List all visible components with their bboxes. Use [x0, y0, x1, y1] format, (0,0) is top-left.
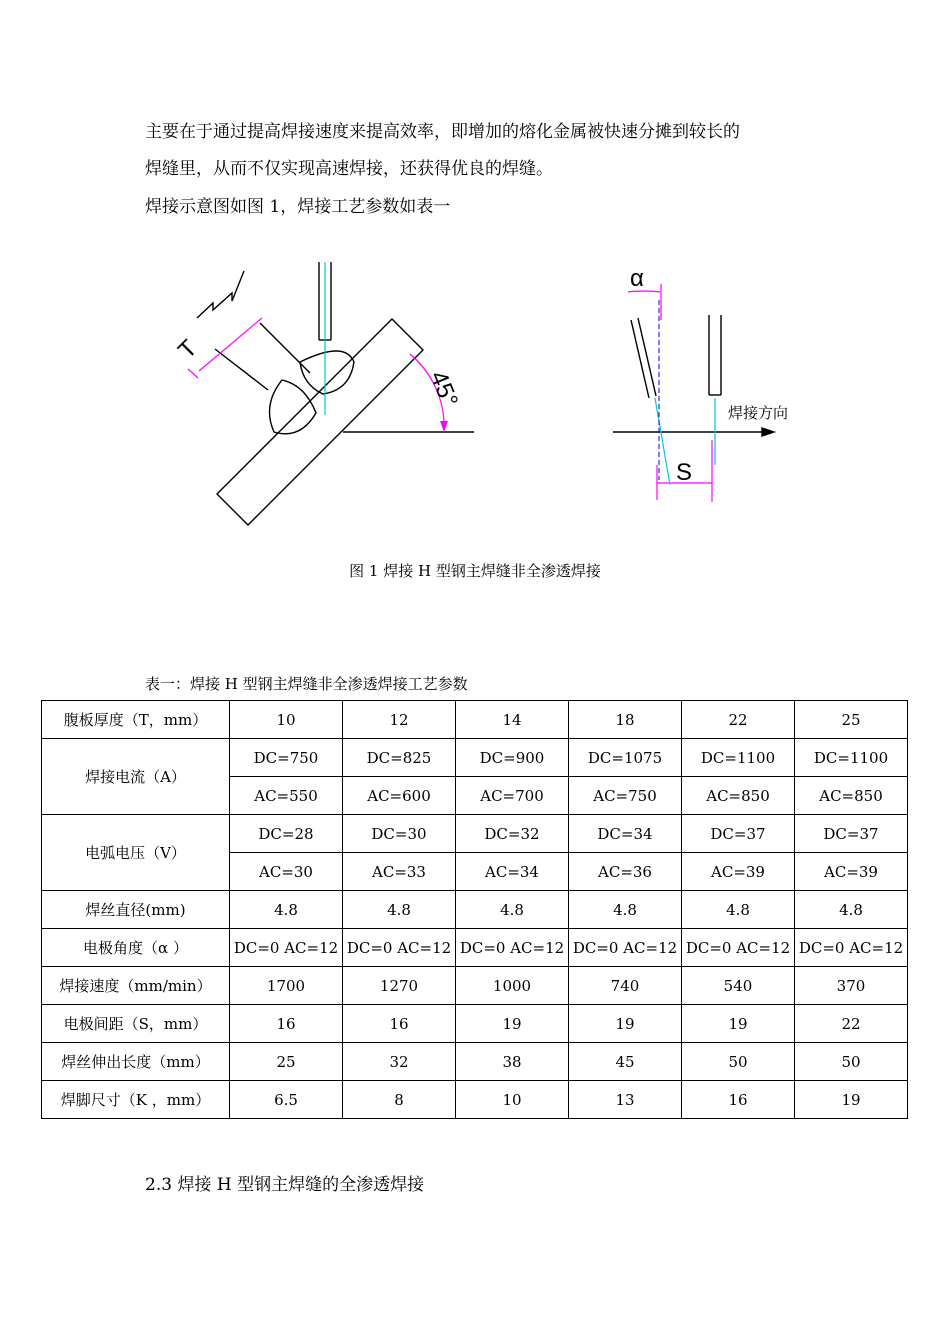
header-label-cell: 腹板厚度（T，mm）: [42, 701, 230, 739]
table-cell: DC=900: [456, 739, 569, 777]
intro-paragraph-line-2: 焊缝里，从而不仅实现高速焊接，还获得优良的焊缝。: [145, 159, 553, 179]
table-cell: DC=0 AC=12: [569, 929, 682, 967]
table-cell: 45: [569, 1043, 682, 1081]
table-cell: AC=550: [230, 777, 343, 815]
row-label-cell: 焊丝伸出长度（mm）: [42, 1043, 230, 1081]
upper-weld-bead: [300, 351, 354, 394]
table-cell: 38: [456, 1043, 569, 1081]
row-label-cell: 电极间距（S，mm）: [42, 1005, 230, 1043]
header-cell: 12: [343, 701, 456, 739]
row-label-cell: 电弧电压（V）: [42, 815, 230, 891]
figure-caption: 图 1 焊接 H 型钢主焊缝非全渗透焊接: [349, 562, 601, 580]
header-cell: 25: [795, 701, 908, 739]
break-symbol: [197, 271, 244, 318]
table-cell: AC=39: [682, 853, 795, 891]
front-electrode-edge-2: [638, 318, 656, 396]
table-cell: DC=0 AC=12: [682, 929, 795, 967]
header-cell: 22: [682, 701, 795, 739]
thickness-label: T: [173, 334, 203, 365]
table-row: [42, 929, 908, 967]
table-cell: AC=850: [682, 777, 795, 815]
table-cell: 16: [230, 1005, 343, 1043]
table-row: [42, 1005, 908, 1043]
table-cell: 4.8: [682, 891, 795, 929]
table-cell: 19: [456, 1005, 569, 1043]
row-label-cell: 焊接速度（mm/min）: [42, 967, 230, 1005]
table-cell: 25: [230, 1043, 343, 1081]
table-cell: AC=34: [456, 853, 569, 891]
table-cell: AC=700: [456, 777, 569, 815]
table-cell: DC=34: [569, 815, 682, 853]
welding-parameters-table: [41, 700, 908, 1119]
table-cell: DC=37: [682, 815, 795, 853]
table-cell: AC=30: [230, 853, 343, 891]
table-cell: 4.8: [230, 891, 343, 929]
table-cell: 4.8: [795, 891, 908, 929]
section-heading: 2.3 焊接 H 型钢主焊缝的全渗透焊接: [145, 1175, 425, 1195]
table-cell: 1000: [456, 967, 569, 1005]
table-cell: 50: [682, 1043, 795, 1081]
row-label-cell: 焊脚尺寸（K ，mm）: [42, 1081, 230, 1119]
row-label-cell: 焊丝直径(mm): [42, 891, 230, 929]
inclined-flange-plate: [217, 319, 423, 525]
welding-direction-label: 焊接方向: [728, 404, 789, 422]
table-cell: 16: [682, 1081, 795, 1119]
table-cell: 540: [682, 967, 795, 1005]
row-label-cell: 焊接电流（A）: [42, 739, 230, 815]
table-row: [42, 815, 908, 853]
table-cell: DC=30: [343, 815, 456, 853]
table-cell: 50: [795, 1043, 908, 1081]
table-row: [42, 891, 908, 929]
table-cell: DC=750: [230, 739, 343, 777]
table-cell: DC=0 AC=12: [230, 929, 343, 967]
table-cell: AC=36: [569, 853, 682, 891]
spacing-label: S: [676, 459, 693, 486]
table-cell: 4.8: [343, 891, 456, 929]
table-cell: AC=600: [343, 777, 456, 815]
table-cell: DC=1100: [682, 739, 795, 777]
table-cell: DC=37: [795, 815, 908, 853]
table-cell: DC=825: [343, 739, 456, 777]
table-cell: 10: [456, 1081, 569, 1119]
table-cell: 19: [569, 1005, 682, 1043]
table-cell: 4.8: [569, 891, 682, 929]
table-cell: DC=28: [230, 815, 343, 853]
angle-arrow: [440, 421, 448, 432]
figure-table-reference: 焊接示意图如图 1，焊接工艺参数如表一: [145, 197, 451, 217]
table-cell: 6.5: [230, 1081, 343, 1119]
web-plate-edge-lower: [215, 349, 268, 390]
table-cell: 22: [795, 1005, 908, 1043]
thickness-extension-line-1: [188, 369, 198, 378]
table-row: [42, 1081, 908, 1119]
table-cell: DC=0 AC=12: [795, 929, 908, 967]
table-cell: 370: [795, 967, 908, 1005]
table-cell: 13: [569, 1081, 682, 1119]
table-cell: DC=0 AC=12: [456, 929, 569, 967]
table-cell: AC=750: [569, 777, 682, 815]
table-cell: DC=1075: [569, 739, 682, 777]
lower-weld-bead: [270, 380, 317, 434]
table-cell: 19: [795, 1081, 908, 1119]
intro-paragraph-line-1: 主要在于通过提高焊接速度来提高效率，即增加的熔化金属被快速分摊到较长的: [145, 122, 740, 142]
table-cell: 16: [343, 1005, 456, 1043]
header-cell: 18: [569, 701, 682, 739]
table-cell: DC=32: [456, 815, 569, 853]
table-cell: AC=33: [343, 853, 456, 891]
right-diagram-annotations: [628, 284, 712, 502]
direction-arrow-head: [762, 428, 774, 436]
table-cell: AC=850: [795, 777, 908, 815]
row-label-cell: 电极角度（α ）: [42, 929, 230, 967]
header-cell: 14: [456, 701, 569, 739]
table-cell: 1700: [230, 967, 343, 1005]
table-cell: AC=39: [795, 853, 908, 891]
table-row: [42, 1043, 908, 1081]
angle-label: 45°: [424, 367, 464, 411]
thickness-dimension-line: [199, 318, 262, 371]
table-cell: DC=1100: [795, 739, 908, 777]
table-cell: 8: [343, 1081, 456, 1119]
table-cell: 32: [343, 1043, 456, 1081]
table-cell: DC=0 AC=12: [343, 929, 456, 967]
alpha-label: α: [630, 265, 644, 292]
welding-schematic-figure: [160, 250, 810, 540]
table-cell: 4.8: [456, 891, 569, 929]
table-title: 表一：焊接 H 型钢主焊缝非全渗透焊接工艺参数: [145, 675, 468, 693]
table-cell: 740: [569, 967, 682, 1005]
table-row: [42, 739, 908, 777]
web-plate-edge-upper: [260, 323, 310, 373]
header-cell: 10: [230, 701, 343, 739]
table-header-row: [42, 701, 908, 739]
table-cell: 1270: [343, 967, 456, 1005]
table-row: [42, 967, 908, 1005]
table-cell: 19: [682, 1005, 795, 1043]
front-electrode-edge-1: [631, 320, 649, 398]
